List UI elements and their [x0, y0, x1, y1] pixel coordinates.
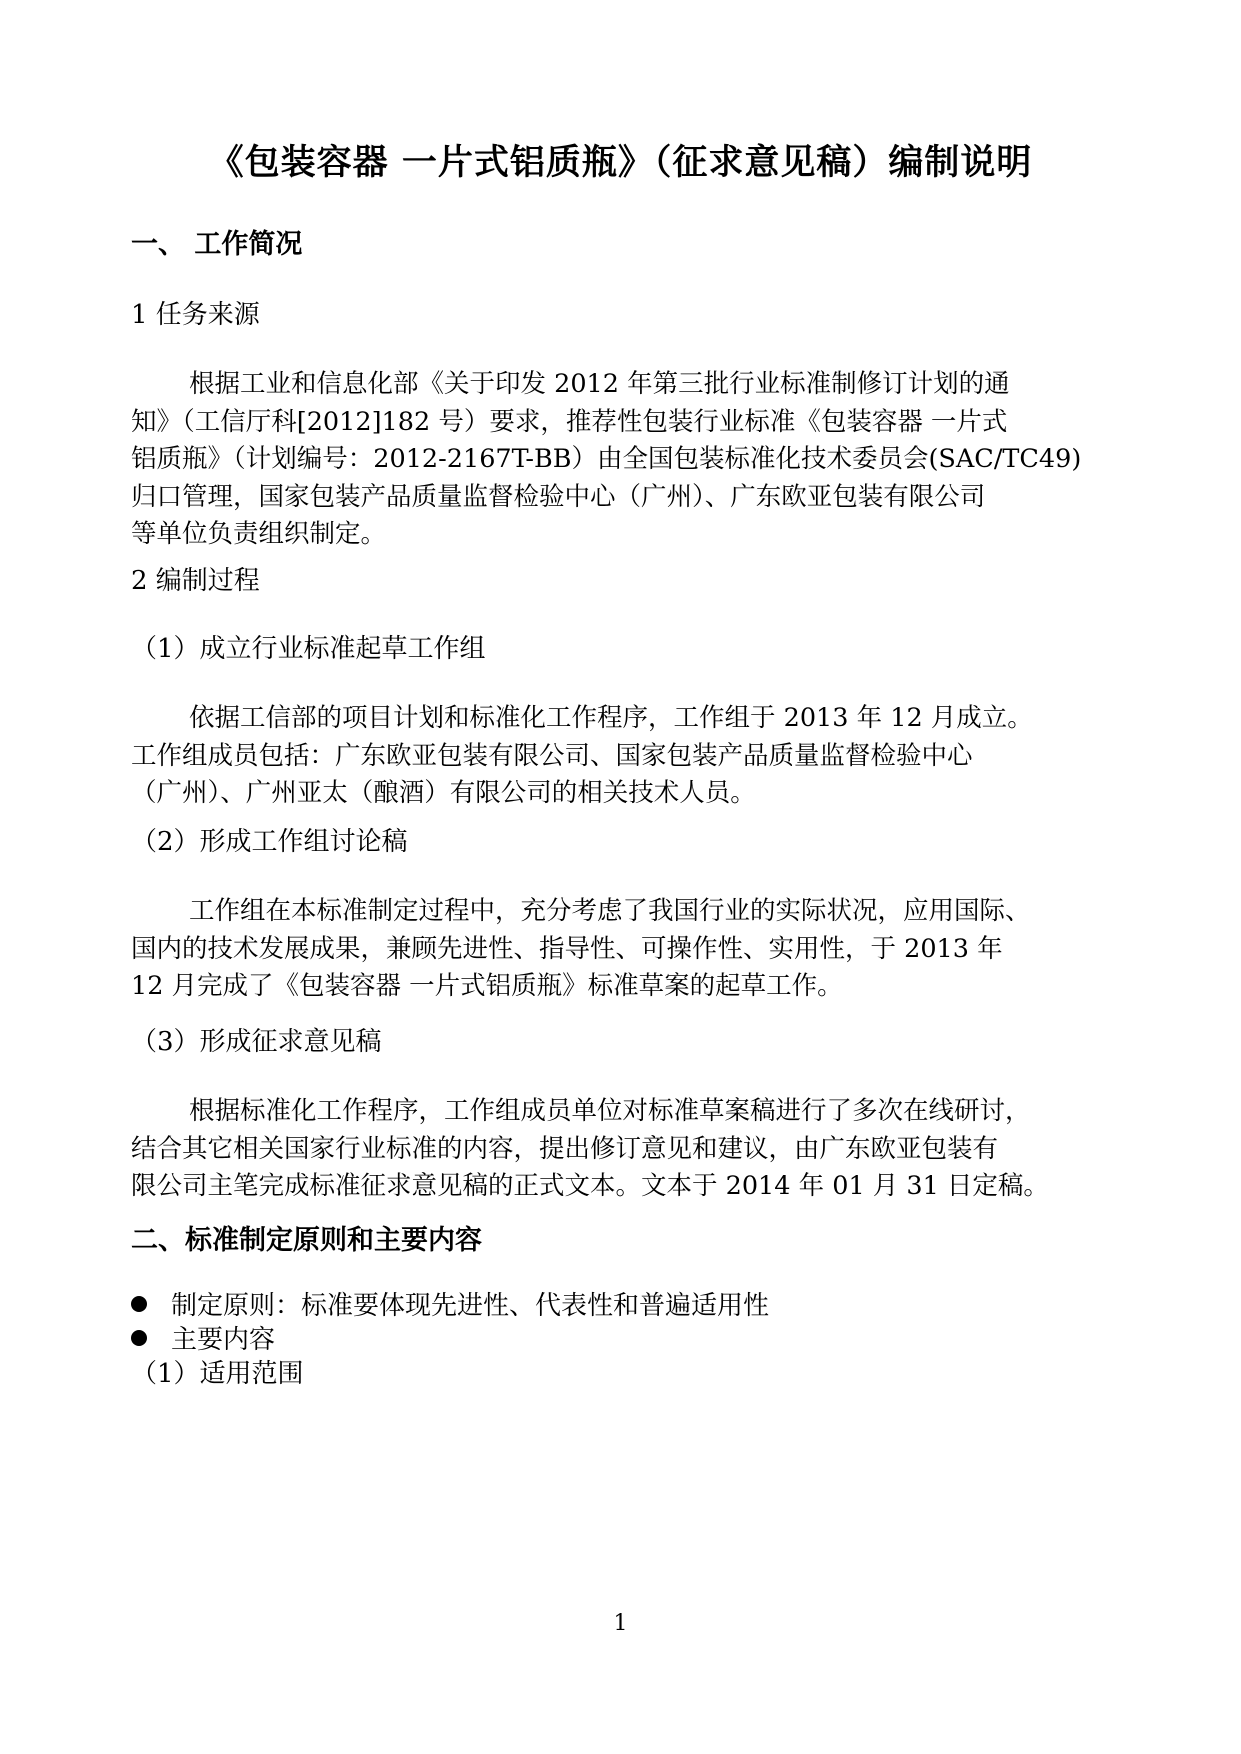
document-title: 《包装容器 一片式铝质瓶》（征求意见稿）编制说明	[208, 143, 1033, 183]
paragraph-line: 根据工业和信息化部《关于印发 2012 年第三批行业标准制修订计划的通	[189, 369, 1010, 399]
paragraph-line: 限公司主笔完成标准征求意见稿的正式文本。文本于 2014 年 01 月 31 日定稿。	[131, 1171, 1049, 1201]
paragraph-line: 等单位负责组织制定。	[131, 519, 387, 549]
bullet-item	[131, 1322, 275, 1359]
bullet-dot-icon	[131, 1330, 147, 1346]
page-number: 1	[613, 1611, 628, 1636]
step-heading-2: （2）形成工作组讨论稿	[131, 827, 408, 857]
paragraph-line: 工作组在本标准制定过程中，充分考虑了我国行业的实际状况，应用国际、	[189, 896, 1031, 926]
paragraph-consultation-draft	[131, 1093, 1111, 1206]
bullet-text: 制定原则：标准要体现先进性、代表性和普遍适用性	[171, 1291, 770, 1321]
paragraph-line: （广州）、广州亚太（酿酒）有限公司的相关技术人员。	[131, 778, 756, 808]
bullet-item	[131, 1288, 769, 1325]
paragraph-line: 12 月完成了《包装容器 一片式铝质瓶》标准草案的起草工作。	[131, 971, 843, 1001]
step-heading-scope: （1）适用范围	[131, 1359, 304, 1389]
paragraph-line: 归口管理，国家包装产品质量监督检验中心（广州）、广东欧亚包装有限公司	[131, 481, 986, 512]
paragraph-working-group	[131, 700, 1111, 813]
paragraph-line: 根据标准化工作程序，工作组成员单位对标准草案稿进行了多次在线研讨，	[189, 1096, 1031, 1126]
paragraph-line: 工作组成员包括：广东欧亚包装有限公司、国家包装产品质量监督检验中心	[131, 740, 973, 771]
paragraph-line: 依据工信部的项目计划和标准化工作程序，工作组于 2013 年 12 月成立。	[189, 703, 1033, 733]
paragraph-discussion-draft	[131, 893, 1111, 1006]
bullet-text: 主要内容	[171, 1325, 276, 1355]
paragraph-line: 国内的技术发展成果，兼顾先进性、指导性、可操作性、实用性，于 2013 年	[131, 933, 1003, 964]
bullet-dot-icon	[131, 1296, 147, 1312]
paragraph-line: 铝质瓶》（计划编号：2012-2167T-BB）由全国包装标准化技术委员会(SAC/TC49)	[131, 444, 1082, 474]
section-heading-work-overview: 一、 工作简况	[131, 229, 303, 260]
paragraph-task-source	[131, 366, 1111, 554]
paragraph-line: 结合其它相关国家行业标准的内容，提出修订意见和建议，由广东欧亚包装有	[131, 1133, 999, 1164]
step-heading-3: （3）形成征求意见稿	[131, 1027, 382, 1057]
paragraph-line: 知》（工信厅科[2012]182 号）要求，推荐性包装行业标准《包装容器 一片式	[131, 406, 1008, 437]
subheading-task-source: 1 任务来源	[131, 300, 260, 330]
section-heading-principles: 二、标准制定原则和主要内容	[131, 1225, 482, 1256]
subheading-drafting-process: 2 编制过程	[131, 566, 260, 596]
step-heading-1: （1）成立行业标准起草工作组	[131, 634, 486, 664]
